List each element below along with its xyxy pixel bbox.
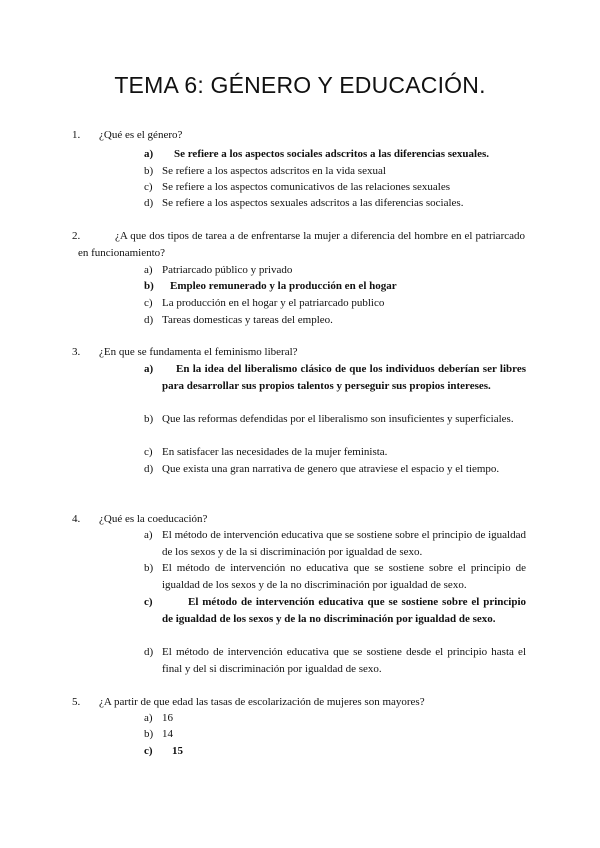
option-text: El método de intervención educativa que se sostiene sobre el principio de igualdad de los sexos y de la si discriminación por igualdad de sexo. bbox=[162, 529, 526, 558]
option-letter: d) bbox=[144, 197, 154, 209]
option-letter: a) bbox=[144, 712, 153, 724]
question-text: ¿Qué es la coeducación? bbox=[99, 513, 208, 525]
page-title: TEMA 6: GÉNERO Y EDUCACIÓN. bbox=[114, 72, 486, 98]
option-text: Que las reformas defendidas por el liberalismo son insuficientes y superficiales. bbox=[162, 413, 514, 425]
option-text: Patriarcado público y privado bbox=[162, 264, 293, 276]
option-letter: a) bbox=[144, 529, 153, 541]
option-letter: b) bbox=[144, 165, 154, 177]
option-letter: b) bbox=[144, 562, 154, 574]
option-letter: c) bbox=[144, 297, 153, 309]
question-number: 2. bbox=[72, 230, 81, 242]
question-text: ¿A que dos tipos de tarea a de enfrentarse la mujer a diferencia del hombre en el patriarcado en funcionamiento? bbox=[78, 230, 525, 259]
option-letter: d) bbox=[144, 314, 154, 326]
option-text: 14 bbox=[162, 728, 173, 740]
question-number: 1. bbox=[72, 129, 81, 141]
option-text: El método de intervención educativa que se sostiene desde el principio hasta el final y del si discriminación por igualdad de sexo. bbox=[162, 646, 526, 675]
option-text: En satisfacer las necesidades de la mujer feminista. bbox=[162, 446, 388, 458]
option-letter: b) bbox=[144, 413, 154, 425]
question-number: 5. bbox=[72, 696, 81, 708]
option-text: 15 bbox=[172, 745, 183, 757]
option-letter: a) bbox=[144, 363, 154, 375]
option-letter: d) bbox=[144, 646, 154, 658]
option-letter: b) bbox=[144, 280, 154, 292]
option-text: Se refiere a los aspectos sociales adscritos a las diferencias sexuales. bbox=[174, 148, 489, 160]
option-letter: c) bbox=[144, 596, 153, 608]
option-text: Se refiere a los aspectos adscritos en la vida sexual bbox=[162, 165, 386, 177]
option-text: Se refiere a los aspectos sexuales adscritos a las diferencias sociales. bbox=[162, 197, 464, 209]
question-text: ¿En que se fundamenta el feminismo liberal? bbox=[99, 346, 298, 358]
option-letter: c) bbox=[144, 745, 153, 757]
option-text: La producción en el hogar y el patriarcado publico bbox=[162, 297, 385, 309]
option-letter: d) bbox=[144, 463, 154, 475]
option-text: Tareas domesticas y tareas del empleo. bbox=[162, 314, 333, 326]
question-text: ¿Qué es el género? bbox=[99, 129, 183, 141]
option-letter: c) bbox=[144, 181, 153, 193]
option-letter: b) bbox=[144, 728, 154, 740]
question-text: ¿A partir de que edad las tasas de escolarización de mujeres son mayores? bbox=[99, 696, 425, 708]
question-number: 3. bbox=[72, 346, 81, 358]
option-text: Que exista una gran narrativa de genero que atraviese el espacio y el tiempo. bbox=[162, 463, 500, 475]
option-letter: c) bbox=[144, 446, 153, 458]
option-letter: a) bbox=[144, 264, 153, 276]
option-text: En la idea del liberalismo clásico de que los individuos deberían ser libres para desarrollar sus propios talentos y perseguir sus propios intereses. bbox=[162, 363, 526, 392]
option-text: 16 bbox=[162, 712, 173, 724]
question-number: 4. bbox=[72, 513, 81, 525]
option-text: El método de intervención educativa que se sostiene sobre el principio de igualdad de los sexos y de la no discriminación por igualdad de sexo. bbox=[162, 596, 526, 625]
option-text: Se refiere a los aspectos comunicativos de las relaciones sexuales bbox=[162, 181, 451, 193]
option-letter: a) bbox=[144, 148, 154, 160]
option-text: El método de intervención no educativa que se sostiene sobre el principio de igualdad de los sexos y de la no discriminación por igualdad de sexo. bbox=[162, 562, 526, 591]
option-text: Empleo remunerado y la producción en el hogar bbox=[170, 280, 397, 292]
